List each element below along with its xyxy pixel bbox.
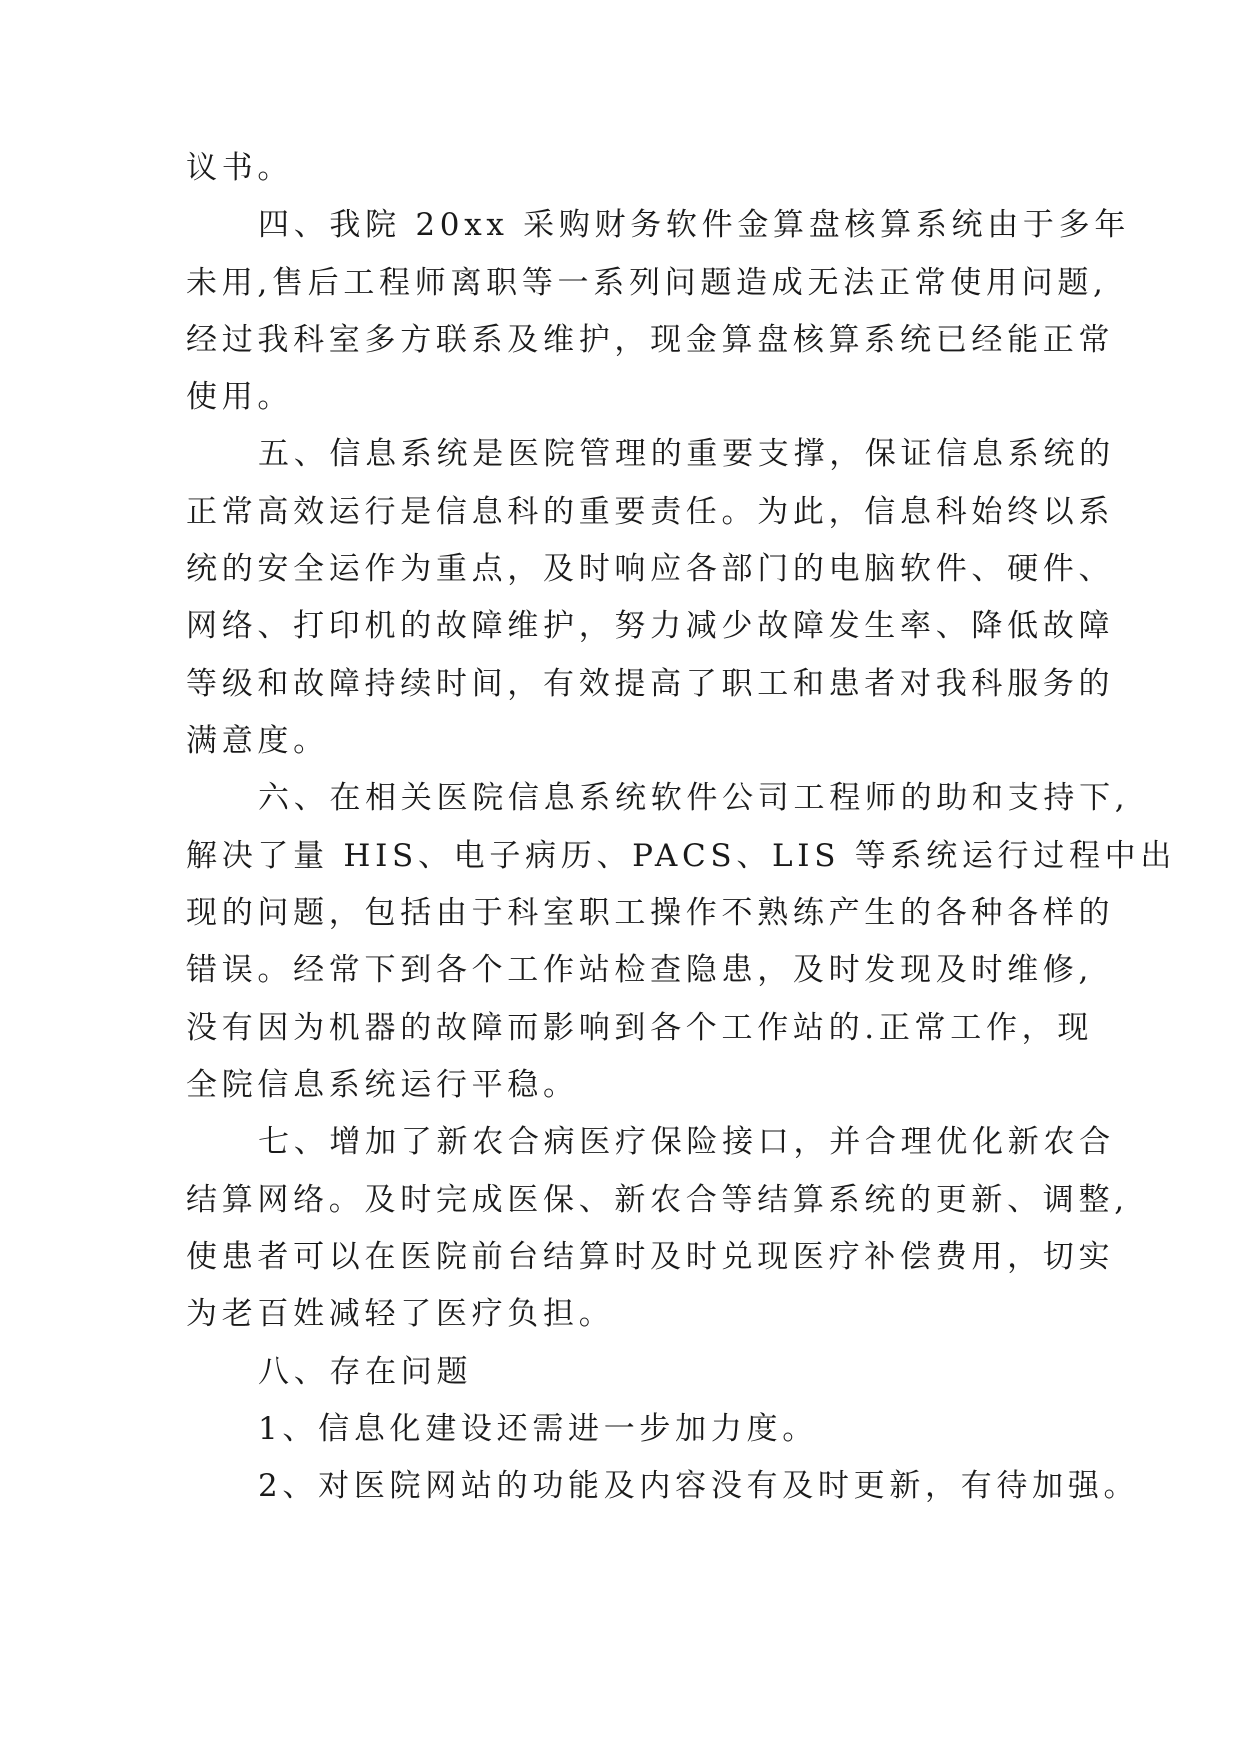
text-line: 使用。	[186, 379, 294, 415]
list-item: 1、信息化建设还需进一步加力度。	[258, 1411, 818, 1447]
text-line: 未用,售后工程师离职等一系列问题造成无法正常使用问题,	[186, 265, 1108, 301]
list-item: 2、对医院网站的功能及内容没有及时更新，有待加强。	[258, 1468, 1140, 1504]
text-line: 现的问题，包括由于科室职工操作不熟练产生的各种各样的	[186, 895, 1115, 931]
text-line: 四、我院 20xx 采购财务软件金算盘核算系统由于多年	[258, 207, 1131, 243]
text-line: 七、增加了新农合病医疗保险接口，并合理优化新农合	[258, 1124, 1115, 1160]
text-line: 全院信息系统运行平稳。	[186, 1067, 579, 1103]
text-line: 为老百姓减轻了医疗负担。	[186, 1296, 615, 1332]
text-line: 解决了量 HIS、电子病历、PACS、LIS 等系统运行过程中出	[186, 838, 1177, 874]
text-line: 五、信息系统是医院管理的重要支撑，保证信息系统的	[258, 436, 1115, 472]
text-line: 使患者可以在医院前台结算时及时兑现医疗补偿费用，切实	[186, 1239, 1115, 1275]
text-line: 满意度。	[186, 723, 329, 759]
text-line: 议书。	[186, 150, 294, 186]
text-line: 等级和故障持续时间，有效提高了职工和患者对我科服务的	[186, 666, 1115, 702]
text-line: 经过我科室多方联系及维护，现金算盘核算系统已经能正常	[186, 322, 1115, 358]
text-line: 错误。经常下到各个工作站检查隐患，及时发现及时维修,	[186, 952, 1094, 988]
text-line: 结算网络。及时完成医保、新农合等结算系统的更新、调整,	[186, 1182, 1129, 1218]
text-line: 正常高效运行是信息科的重要责任。为此，信息科始终以系	[186, 494, 1115, 530]
text-line: 没有因为机器的故障而影响到各个工作站的.正常工作，现	[186, 1010, 1094, 1046]
section-heading: 八、存在问题	[258, 1354, 473, 1390]
text-line: 网络、打印机的故障维护，努力减少故障发生率、降低故障	[186, 608, 1115, 644]
text-line: 六、在相关医院信息系统软件公司工程师的助和支持下,	[258, 780, 1130, 816]
text-line: 统的安全运作为重点，及时响应各部门的电脑软件、硬件、	[186, 551, 1115, 587]
